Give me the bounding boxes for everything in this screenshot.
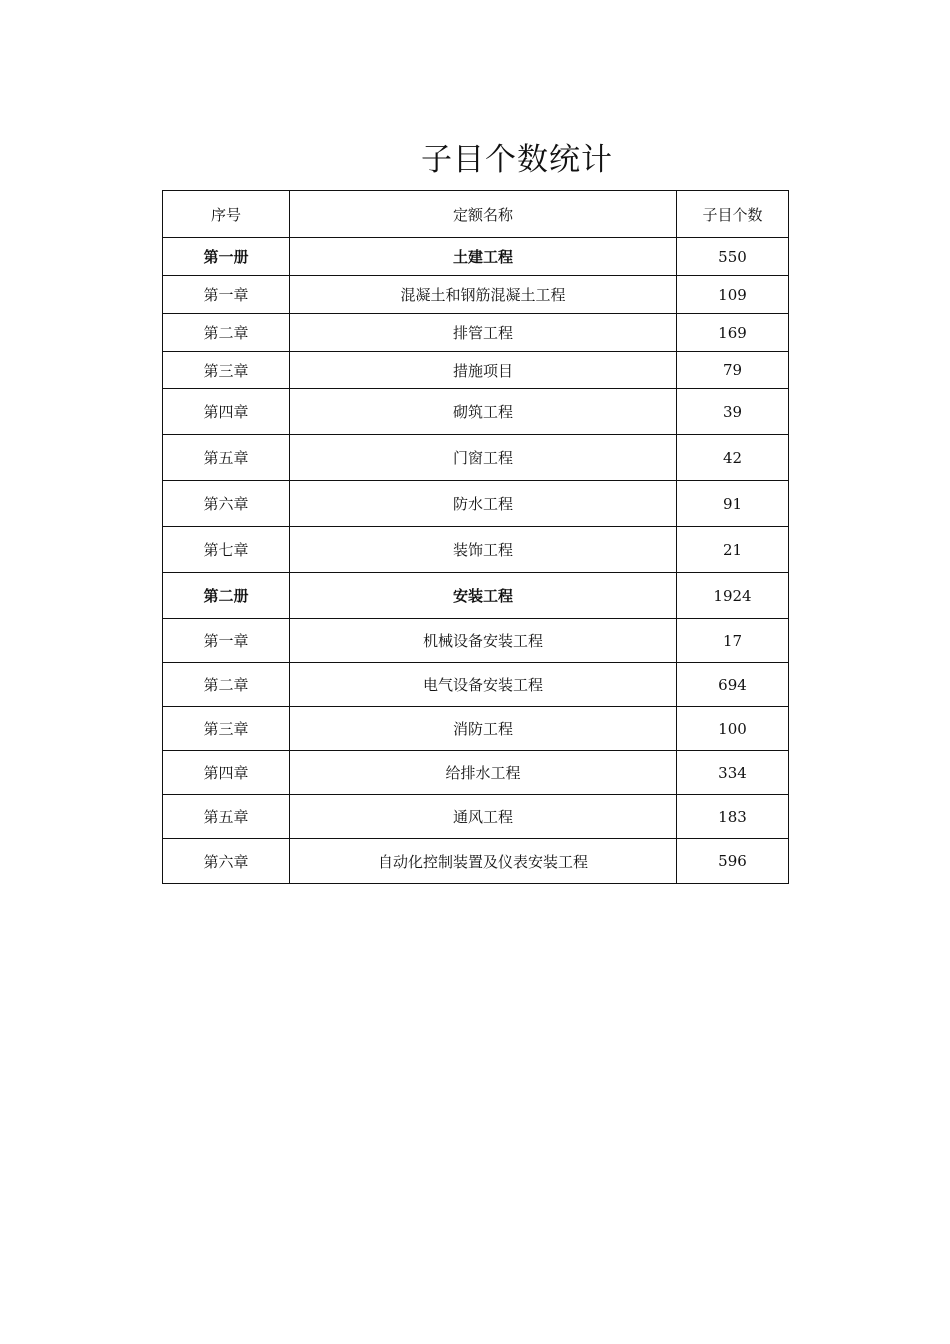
name-cell: 装饰工程 [290,527,677,573]
count-cell: 42 [677,435,789,481]
table-row [163,751,789,795]
name-cell: 消防工程 [290,707,677,751]
count-cell: 21 [677,527,789,573]
seq-cell: 第五章 [163,795,290,839]
seq-cell: 第一章 [163,619,290,663]
seq-cell: 第七章 [163,527,290,573]
count-cell: 109 [677,276,789,314]
count-cell: 79 [677,352,789,389]
seq-cell: 第一册 [163,238,290,276]
name-cell: 砌筑工程 [290,389,677,435]
header-row [163,191,789,238]
count-cell: 39 [677,389,789,435]
name-cell: 机械设备安装工程 [290,619,677,663]
seq-cell: 第一章 [163,276,290,314]
table-row [163,795,789,839]
table-row [163,352,789,389]
name-cell: 自动化控制装置及仪表安装工程 [290,839,677,884]
header-seq: 序号 [163,191,290,238]
name-cell: 防水工程 [290,481,677,527]
count-cell: 91 [677,481,789,527]
count-cell: 694 [677,663,789,707]
table-row [163,238,789,276]
seq-cell: 第四章 [163,389,290,435]
table-row [163,619,789,663]
count-cell: 596 [677,839,789,884]
table-row [163,839,789,884]
name-cell: 排管工程 [290,314,677,352]
seq-cell: 第六章 [163,839,290,884]
seq-cell: 第四章 [163,751,290,795]
name-cell: 措施项目 [290,352,677,389]
name-cell: 电气设备安装工程 [290,663,677,707]
count-cell: 183 [677,795,789,839]
count-cell: 17 [677,619,789,663]
name-cell: 给排水工程 [290,751,677,795]
page-title: 子目个数统计 [421,142,613,178]
name-cell: 安装工程 [290,573,677,619]
seq-cell: 第二章 [163,314,290,352]
name-cell: 门窗工程 [290,435,677,481]
count-cell: 169 [677,314,789,352]
count-cell: 334 [677,751,789,795]
seq-cell: 第二章 [163,663,290,707]
name-cell: 通风工程 [290,795,677,839]
count-cell: 1924 [677,573,789,619]
header-name: 定额名称 [290,191,677,238]
seq-cell: 第二册 [163,573,290,619]
table-row [163,707,789,751]
stats-table [162,190,789,884]
name-cell: 土建工程 [290,238,677,276]
count-cell: 100 [677,707,789,751]
table-row [163,435,789,481]
table-row [163,314,789,352]
table-row [163,481,789,527]
table-row [163,663,789,707]
name-cell: 混凝土和钢筋混凝土工程 [290,276,677,314]
seq-cell: 第六章 [163,481,290,527]
seq-cell: 第三章 [163,707,290,751]
seq-cell: 第五章 [163,435,290,481]
table-row [163,276,789,314]
count-cell: 550 [677,238,789,276]
table-body [163,191,789,884]
table-row [163,389,789,435]
table-row [163,573,789,619]
header-count: 子目个数 [677,191,789,238]
table-row [163,527,789,573]
seq-cell: 第三章 [163,352,290,389]
